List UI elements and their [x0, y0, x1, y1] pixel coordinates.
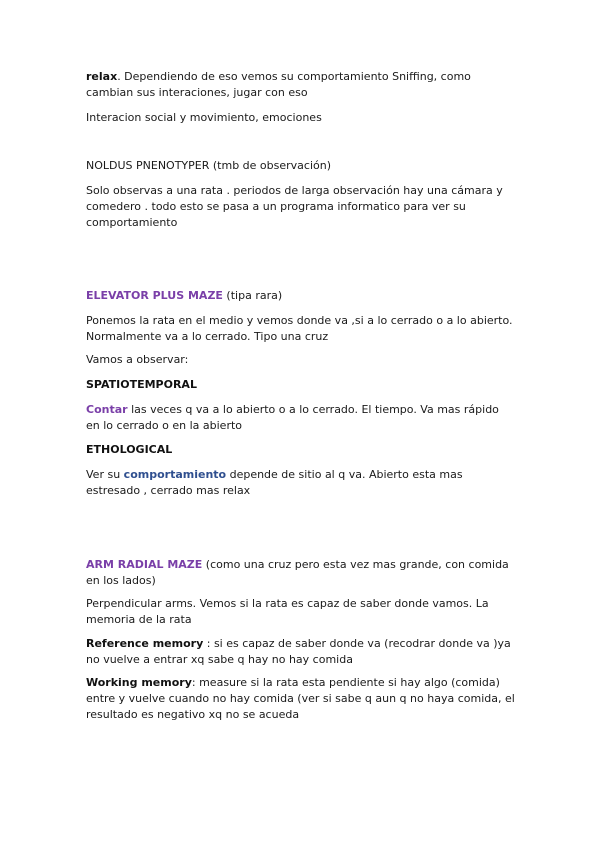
paragraph-text: Vamos a observar:	[86, 353, 189, 366]
paragraph-text: Solo observas a una rata . periodos de larga observación hay una cámara y comedero . todo esto se pasa a un programa informatico para ver su comportamiento	[86, 184, 503, 229]
subheading-spatiotemporal	[86, 377, 516, 393]
section-heading: ELEVATOR PLUS MAZE	[86, 289, 223, 302]
paragraph-contar	[86, 402, 516, 434]
bold-term: Working memory	[86, 676, 192, 689]
paragraph-text: las veces q va a lo abierto o a lo cerrado. El tiempo. Va mas rápido en lo cerrado o en la abierto	[86, 403, 499, 432]
highlight-term: comportamiento	[123, 468, 227, 481]
paragraph-text: : measure si la rata esta pendiente si hay algo (comida) entre y vuelve cuando no hay comida (ver si sabe q aun q no haya comida, el resultado es negativo xq no se acueda	[86, 676, 515, 721]
paragraph-interaction	[86, 110, 516, 126]
paragraph-noldus	[86, 158, 516, 174]
paragraph-rata-medio	[86, 313, 516, 345]
heading-elevator-plus-maze	[86, 288, 516, 304]
paragraph-comportamiento	[86, 467, 516, 499]
paragraph-text: Perpendicular arms. Vemos si la rata es capaz de saber donde vamos. La memoria de la rata	[86, 597, 489, 626]
paragraph-working-memory	[86, 675, 516, 723]
paragraph-text: Interacion social y movimiento, emociones	[86, 111, 322, 124]
subheading-ethological	[86, 442, 516, 458]
paragraph-vamos-observar	[86, 352, 516, 368]
bold-term: Reference memory	[86, 637, 204, 650]
paragraph-text: depende de sitio al q va. Abierto esta mas estresado , cerrado mas relax	[86, 468, 463, 497]
section-heading: ARM RADIAL MAZE	[86, 558, 203, 571]
highlight-term: Contar	[86, 403, 128, 416]
paragraph-text: . Dependiendo de eso vemos su comportamiento Sniffing, como cambian sus interaciones, jugar con eso	[86, 70, 471, 99]
paragraph-relax	[86, 69, 516, 101]
bold-term: relax	[86, 70, 118, 83]
paragraph-reference-memory	[86, 636, 516, 668]
paragraph-observation	[86, 183, 516, 231]
heading-note: (tipa rara)	[222, 289, 283, 302]
subheading-text: ETHOLOGICAL	[86, 443, 173, 456]
heading-note: (como una cruz pero esta vez mas grande, con comida en los lados)	[86, 558, 509, 587]
heading-arm-radial-maze	[86, 557, 516, 589]
subheading-text: SPATIOTEMPORAL	[86, 378, 197, 391]
paragraph-text: NOLDUS PNENOTYPER (tmb de observación)	[86, 159, 332, 172]
paragraph-text: Ponemos la rata en el medio y vemos donde va ,si a lo cerrado o a lo abierto. Normalmente va a lo cerrado. Tipo una cruz	[86, 314, 513, 343]
paragraph-perpendicular	[86, 596, 516, 628]
paragraph-text: : si es capaz de saber donde va (recodrar donde va )ya no vuelve a entrar xq sabe q hay no hay comida	[86, 637, 511, 666]
paragraph-text-before: Ver su	[86, 468, 124, 481]
